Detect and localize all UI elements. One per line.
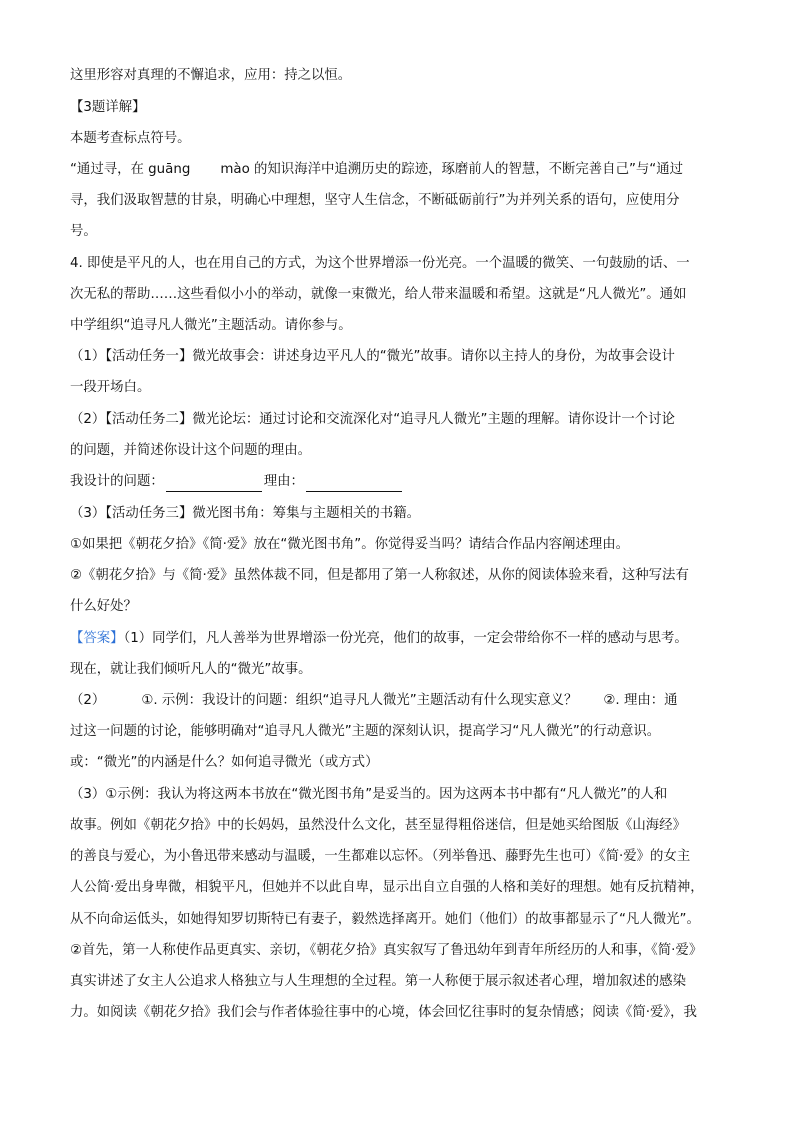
question-item: 一段开场白。	[70, 380, 151, 395]
answer-text: （3）①示例：我认为将这两本书放在“微光图书角”是妥当的。因为这两本书中都有“凡人微光”的人和	[70, 787, 668, 802]
question-item: ①如果把《朝花夕拾》《简·爱》放在“微光图书角”。你觉得妥当吗？请结合作品内容阐述理由。	[70, 537, 630, 552]
question-item: （2）【活动任务二】微光论坛：通过讨论和交流深化对“追寻凡人微光”主题的理解。请你设计一个讨论	[70, 412, 675, 427]
answer-text: 的善良与爱心，为小鲁迅带来感动与温暖，一生都难以忘怀。（列举鲁迅、藤野先生也可）《简·爱》的女主	[70, 849, 691, 864]
text-line	[70, 160, 730, 180]
answer-text: 人公简·爱出身卑微，相貌平凡，但她并不以此自卑，显示出自立自强的人格和美好的理想。她有反抗精神，	[70, 880, 704, 895]
question-item: ②《朝花夕拾》与《简·爱》虽然体裁不同，但是都用了第一人称叙述，从你的阅读体验来看，这种写法有	[70, 568, 689, 583]
answer-text: 过这一问题的讨论，能够明确对“追寻凡人微光”主题的深刻认识，提高学习“凡人微光”的行动意识。	[70, 724, 661, 739]
answer-text: 真实讲述了女主人公追求人格独立与人生理想的全过程。第一人称便于展示叙述者心理，增加叙述的感染	[70, 974, 686, 989]
blank-label: 我设计的问题：	[70, 474, 164, 489]
answer-blanks-line	[70, 472, 730, 492]
answer-text: 力。如阅读《朝花夕拾》我们会与作者体验往事中的心境，体会回忆往事时的复杂情感；阅读《简·爱》，我	[70, 1005, 697, 1020]
answer-blank[interactable]	[306, 477, 402, 492]
text-segment: “通过寻，在 guāng	[70, 162, 191, 177]
answer-text: ①. 示例：我设计的问题：组织“追寻凡人微光”主题活动有什么现实意义？	[141, 693, 578, 708]
answer-text: 现在，就让我们倾听凡人的“微光”故事。	[70, 662, 312, 677]
question-text: 中学组织“追寻凡人微光”主题活动。请你参与。	[70, 318, 352, 333]
answer-blank[interactable]	[166, 477, 262, 492]
answer-text: （2）	[70, 693, 106, 708]
answer-text: ②首先，第一人称使作品更真实、亲切，《朝花夕拾》真实叙写了鲁迅幼年到青年所经历的人和事，《简·爱》	[70, 943, 703, 958]
section-heading: 【3题详解】	[70, 100, 146, 115]
question-text: 次无私的帮助……这些看似小小的举动，就像一束微光，给人带来温暖和希望。这就是“凡人微光”。通如	[70, 287, 687, 302]
text-line: 号。	[70, 224, 97, 239]
question-text: 4. 即使是平凡的人，也在用自己的方式，为这个世界增添一份光亮。一个温暖的微笑、一句鼓励的话、一	[70, 256, 690, 271]
answer-tag: 【答案】	[70, 631, 124, 646]
question-item: （3）【活动任务三】微光图书角：筹集与主题相关的书籍。	[70, 506, 420, 521]
question-item: 什么好处？	[70, 599, 137, 614]
question-item: （1）【活动任务一】微光故事会：讲述身边平凡人的“微光”故事。请你以主持人的身份，为故事会设计	[70, 349, 675, 364]
answer-text: 或：“微光”的内涵是什么？如何追寻微光（或方式）	[70, 755, 379, 770]
answer-text: 从不向命运低头，如她得知罗切斯特已有妻子，毅然选择离开。她们（他们）的故事都显示了“凡人微光”。	[70, 912, 700, 927]
text-segment: mào 的知识海洋中追溯历史的踪迹，琢磨前人的智慧，不断完善自己”与“通过	[220, 162, 684, 177]
text-line: 本题考查标点符号。	[70, 131, 191, 146]
text-line: 这里形容对真理的不懈追求，应用：持之以恒。	[70, 68, 352, 83]
answer-text: ②. 理由：通	[603, 693, 678, 708]
answer-text: （1）同学们，凡人善举为世界增添一份光亮，他们的故事，一定会带给你不一样的感动与思考。	[123, 631, 688, 646]
answer-text: 故事。例如《朝花夕拾》中的长妈妈，虽然没什么文化，甚至显得粗俗迷信，但是她买给图版《山海经》	[70, 818, 686, 833]
question-item: 的问题，并简述你设计这个问题的理由。	[70, 443, 312, 458]
answer-line	[70, 629, 730, 649]
answer-line	[70, 691, 730, 711]
blank-label: 理由：	[263, 474, 304, 489]
text-line: 寻，我们汲取智慧的甘泉，明确心中理想，坚守人生信念，不断砥砺前行”为并列关系的语句，应使用分	[70, 193, 680, 208]
